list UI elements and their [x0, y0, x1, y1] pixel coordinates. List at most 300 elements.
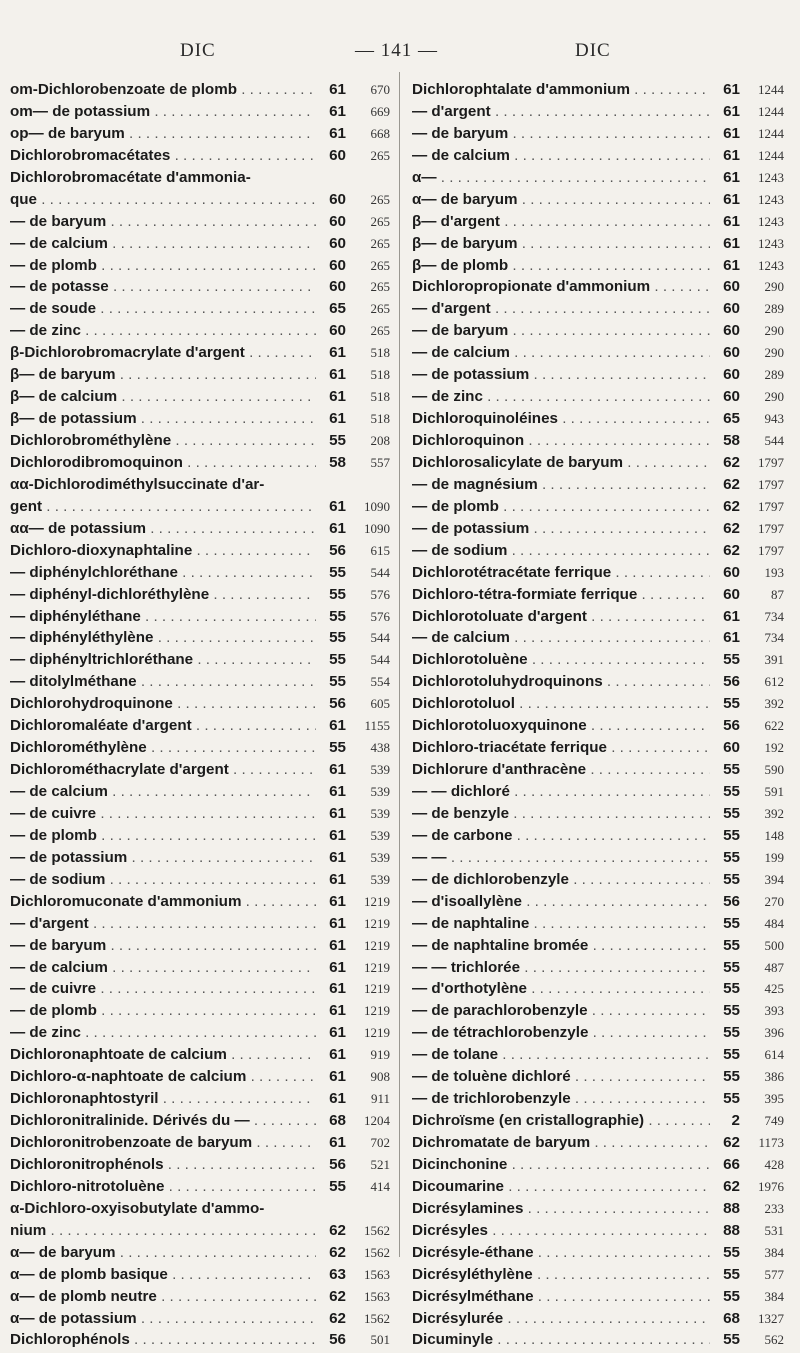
- entry-volume: 61: [723, 190, 740, 208]
- entry-volume: 60: [723, 563, 740, 581]
- entry-page: 518: [370, 411, 390, 427]
- entry-volume: 60: [329, 278, 346, 296]
- entry-page: 1797: [758, 454, 784, 470]
- entry-name: — de plomb . . .: [10, 827, 316, 844]
- index-entry: [10, 695, 390, 717]
- entry-name: — de potassium . . .: [412, 520, 710, 537]
- entry-name: — de calcium . . .: [10, 235, 316, 252]
- entry-name: Dicrésyle-éthane . . .: [412, 1244, 710, 1261]
- entry-name: Dicrésyles . . .: [412, 1222, 710, 1239]
- entry-volume: 56: [329, 1155, 346, 1173]
- entry-page: 1797: [758, 520, 784, 536]
- entry-volume: 62: [723, 1177, 740, 1195]
- entry-volume: 61: [329, 761, 346, 779]
- entry-volume: 58: [329, 453, 346, 471]
- entry-volume: 61: [329, 936, 346, 954]
- entry-page: 544: [370, 564, 390, 580]
- entry-name: β— d'argent . . .: [412, 213, 710, 230]
- entry-volume: 55: [723, 804, 740, 822]
- entry-page: 1155: [364, 718, 390, 734]
- index-entry: [10, 81, 390, 103]
- entry-volume: 61: [329, 783, 346, 800]
- entry-page: 554: [370, 674, 390, 690]
- entry-volume: 55: [723, 914, 740, 932]
- entry-name: — diphényléthylène . . .: [10, 629, 316, 646]
- index-entry: [412, 871, 784, 893]
- entry-page: 384: [764, 1288, 784, 1304]
- entry-volume: 60: [723, 300, 740, 318]
- entry-page: 911: [370, 1091, 390, 1107]
- entry-volume: 66: [723, 1155, 740, 1173]
- entry-page: 943: [764, 411, 784, 427]
- index-entry: [412, 191, 784, 213]
- entry-page: 290: [764, 323, 784, 339]
- entry-page: 919: [370, 1047, 390, 1063]
- entry-page: 562: [764, 1332, 784, 1348]
- index-entry: [10, 410, 390, 432]
- entry-volume: 56: [723, 717, 740, 735]
- index-entry: [10, 1156, 390, 1178]
- index-entry: [412, 1266, 784, 1288]
- index-entry: [10, 542, 390, 564]
- entry-volume: 61: [329, 366, 346, 384]
- index-entry: [412, 103, 784, 125]
- entry-page: 289: [764, 301, 784, 317]
- entry-name: — de sodium . . .: [412, 542, 710, 559]
- index-entry: [412, 586, 784, 608]
- entry-page: 1243: [758, 169, 784, 185]
- index-entry: [412, 81, 784, 103]
- index-entry: [412, 608, 784, 630]
- entry-volume: 61: [329, 1090, 346, 1108]
- entry-page: 208: [370, 433, 390, 448]
- entry-volume: 61: [329, 344, 346, 362]
- entry-page: 487: [764, 959, 784, 975]
- index-entry: [412, 498, 784, 520]
- entry-volume: 55: [723, 1068, 740, 1086]
- entry-volume: 62: [723, 475, 740, 493]
- entry-volume: 61: [329, 1134, 346, 1151]
- entry-page: 1219: [364, 893, 390, 909]
- index-entry: [412, 805, 784, 827]
- entry-volume: 61: [329, 980, 346, 998]
- entry-volume: 55: [329, 651, 346, 669]
- entry-name: — d'argent . . .: [10, 915, 316, 932]
- entry-page: 1563: [364, 1266, 390, 1282]
- index-entry: [412, 322, 784, 344]
- index-entry: [10, 169, 390, 191]
- entry-name: Dichloro-dioxynaphtaline . . .: [10, 542, 316, 559]
- index-entry: [412, 432, 784, 454]
- entry-name: Dicrésyléthylène . . .: [412, 1266, 710, 1283]
- entry-volume: 55: [329, 585, 346, 603]
- entry-volume: 88: [723, 1221, 740, 1239]
- entry-page: 428: [764, 1156, 784, 1172]
- index-entry: [10, 1002, 390, 1024]
- entry-volume: 61: [329, 826, 346, 844]
- entry-page: 290: [764, 279, 784, 295]
- index-entry: [10, 103, 390, 125]
- entry-page: 1173: [758, 1135, 784, 1150]
- entry-page: 612: [764, 674, 784, 690]
- entry-name: Dichlorure d'anthracène . . .: [412, 761, 710, 778]
- entry-name: Dichloroquinoléines . . .: [412, 410, 710, 427]
- entry-page: 289: [764, 367, 784, 383]
- entry-name: α-Dichloro-oxyisobutylate d'ammo-: [10, 1199, 265, 1217]
- entry-volume: 65: [329, 300, 346, 318]
- entry-page: 531: [764, 1222, 784, 1238]
- entry-name: — de plomb . . .: [10, 1002, 316, 1019]
- entry-name: — — trichlorée . . .: [412, 959, 710, 976]
- entry-name: Dichlorométhacrylate d'argent . . .: [10, 761, 316, 778]
- index-entry: [10, 1310, 390, 1332]
- entry-name: — de potassium . . .: [412, 366, 710, 383]
- entry-name: — de parachlorobenzyle . . .: [412, 1002, 710, 1019]
- entry-page: 414: [370, 1178, 390, 1194]
- entry-name: Dichlorotoluate d'argent . . .: [412, 608, 710, 625]
- entry-name: β— de baryum . . .: [10, 366, 316, 383]
- entry-name: Dichloroquinon . . .: [412, 432, 710, 449]
- entry-volume: 65: [723, 410, 740, 428]
- entry-page: 392: [764, 696, 784, 712]
- entry-name: Dichlorotétracétate ferrique . . .: [412, 564, 710, 581]
- entry-name: α— . . .: [412, 169, 710, 186]
- entry-name: Dichloromaléate d'argent . . .: [10, 717, 316, 734]
- index-entry: [10, 1266, 390, 1288]
- index-entry: [412, 739, 784, 761]
- index-entry: [412, 629, 784, 651]
- entry-volume: 61: [329, 410, 346, 428]
- entry-page: 395: [764, 1091, 784, 1107]
- entry-name: α— de baryum . . .: [10, 1244, 316, 1261]
- entry-name: Dicrésylurée . . .: [412, 1310, 710, 1327]
- index-entry: [10, 871, 390, 893]
- entry-volume: 61: [329, 870, 346, 888]
- entry-volume: 61: [723, 124, 740, 142]
- entry-volume: 60: [723, 366, 740, 384]
- entry-volume: 60: [329, 146, 346, 164]
- index-entry: [10, 257, 390, 279]
- entry-volume: 55: [329, 1177, 346, 1195]
- entry-page: 1219: [364, 1025, 390, 1041]
- entry-name: Dicinchonine . . .: [412, 1156, 710, 1173]
- entry-name: Dichlorotoluène . . .: [412, 651, 710, 668]
- entry-page: 539: [370, 827, 390, 843]
- entry-volume: 61: [723, 146, 740, 164]
- entry-volume: 55: [329, 563, 346, 581]
- entry-volume: 55: [329, 739, 346, 757]
- entry-volume: 61: [723, 81, 740, 98]
- running-head-right: DIC: [575, 40, 611, 61]
- index-entry: [412, 1024, 784, 1046]
- entry-page: 1562: [364, 1310, 390, 1326]
- index-entry: [10, 432, 390, 454]
- entry-volume: 55: [723, 980, 740, 998]
- index-entry: [412, 761, 784, 783]
- entry-volume: 61: [329, 497, 346, 515]
- entry-name: que . . .: [10, 191, 316, 208]
- entry-name: om-Dichlorobenzoate de plomb . . .: [10, 81, 316, 98]
- entry-volume: 55: [723, 958, 740, 976]
- index-entry: [412, 257, 784, 279]
- entry-volume: 62: [329, 1309, 346, 1327]
- index-entry: [412, 125, 784, 147]
- entry-volume: 55: [723, 1090, 740, 1108]
- index-entry: [10, 564, 390, 586]
- entry-page: 577: [764, 1266, 784, 1282]
- entry-page: 1797: [758, 476, 784, 492]
- entry-page: 270: [764, 893, 784, 909]
- index-entry: [10, 1200, 390, 1222]
- entry-name: Dichloropropionate d'ammonium . . .: [412, 278, 710, 295]
- entry-page: 290: [764, 389, 784, 405]
- entry-name: — diphénylchloréthane . . .: [10, 564, 316, 581]
- entry-name: Dichloronaphtostyril . . .: [10, 1090, 316, 1107]
- entry-volume: 60: [723, 585, 740, 603]
- index-entry: [10, 805, 390, 827]
- entry-volume: 55: [723, 695, 740, 713]
- index-entry: [10, 608, 390, 630]
- index-entry: [10, 827, 390, 849]
- index-entry: [10, 322, 390, 344]
- entry-name: Dichloro-nitrotoluène . . .: [10, 1178, 316, 1195]
- entry-page: 1244: [758, 125, 784, 141]
- entry-page: 1219: [364, 1003, 390, 1019]
- entry-name: — de calcium . . .: [412, 147, 710, 164]
- index-entry: [10, 388, 390, 410]
- index-entry: [10, 1024, 390, 1046]
- entry-volume: 61: [329, 848, 346, 866]
- index-entry: [412, 1331, 784, 1353]
- entry-name: Dichlorotoluhydroquinons . . .: [412, 673, 710, 690]
- entry-name: Dicoumarine . . .: [412, 1178, 710, 1195]
- index-entry: [10, 893, 390, 915]
- index-entry: [10, 300, 390, 322]
- entry-volume: 60: [723, 388, 740, 406]
- index-entry: [10, 235, 390, 257]
- index-entry: [412, 1090, 784, 1112]
- entry-page: 1243: [758, 213, 784, 229]
- entry-name: — diphényltrichloréthane . . .: [10, 651, 316, 668]
- entry-name: — de baryum . . .: [10, 213, 316, 230]
- entry-volume: 55: [723, 1265, 740, 1283]
- entry-page: 265: [370, 279, 390, 295]
- index-entry: [412, 1046, 784, 1068]
- entry-volume: 55: [723, 936, 740, 954]
- entry-volume: 61: [329, 519, 346, 537]
- entry-page: 1219: [364, 937, 390, 953]
- entry-volume: 60: [723, 322, 740, 340]
- entry-volume: 61: [723, 212, 740, 230]
- entry-page: 192: [764, 740, 784, 756]
- entry-page: 590: [764, 762, 784, 778]
- entry-page: 265: [370, 147, 390, 163]
- entry-page: 1976: [758, 1178, 784, 1194]
- entry-volume: 60: [329, 234, 346, 252]
- entry-volume: 68: [723, 1309, 740, 1327]
- entry-page: 734: [764, 608, 784, 624]
- entry-name: Dichloro-α-naphtoate de calcium . . .: [10, 1068, 316, 1085]
- entry-page: 734: [764, 630, 784, 646]
- entry-volume: 60: [723, 739, 740, 757]
- index-entry: [412, 147, 784, 169]
- entry-name: — de zinc . . .: [10, 1024, 316, 1041]
- entry-page: 148: [764, 827, 784, 843]
- index-entry: [412, 300, 784, 322]
- entry-volume: 55: [723, 848, 740, 866]
- entry-name: α— de plomb neutre . . .: [10, 1288, 316, 1305]
- entry-name: om— de potassium . . .: [10, 103, 316, 120]
- entry-volume: 61: [329, 124, 346, 142]
- entry-name: Dicuminyle . . .: [412, 1331, 710, 1348]
- entry-name: — de naphtaline . . .: [412, 915, 710, 932]
- entry-volume: 56: [329, 541, 346, 559]
- entry-volume: 61: [723, 629, 740, 647]
- entry-name: β— de plomb . . .: [412, 257, 710, 274]
- entry-page: 539: [370, 871, 390, 887]
- index-entry: [412, 1156, 784, 1178]
- entry-name: — de potasse . . .: [10, 278, 316, 295]
- entry-volume: 55: [329, 432, 346, 449]
- entry-page: 615: [370, 542, 390, 558]
- index-entry: [412, 410, 784, 432]
- entry-name: — de baryum . . .: [10, 937, 316, 954]
- entry-page: 670: [370, 82, 390, 97]
- entry-volume: 61: [329, 102, 346, 120]
- entry-volume: 56: [329, 695, 346, 713]
- index-entry: [412, 1068, 784, 1090]
- entry-volume: 62: [329, 1243, 346, 1261]
- index-entry: [412, 1112, 784, 1134]
- entry-page: 1243: [758, 257, 784, 273]
- index-entry: [10, 344, 390, 366]
- entry-volume: 61: [329, 1046, 346, 1064]
- entry-name: — de plomb . . .: [412, 498, 710, 515]
- page-number: — 141 —: [355, 40, 438, 61]
- entry-volume: 55: [723, 1002, 740, 1020]
- entry-page: 576: [370, 608, 390, 624]
- entry-name: Dichloro-triacétate ferrique . . .: [412, 739, 710, 756]
- index-entry: [10, 1288, 390, 1310]
- entry-name: β— de calcium . . .: [10, 388, 316, 405]
- entry-page: 1219: [364, 981, 390, 997]
- entry-volume: 61: [329, 717, 346, 735]
- entry-volume: 61: [723, 102, 740, 120]
- index-entry: [10, 629, 390, 651]
- entry-page: 614: [764, 1047, 784, 1063]
- entry-volume: 55: [329, 673, 346, 691]
- index-entry: [10, 498, 390, 520]
- entry-volume: 60: [329, 212, 346, 230]
- entry-volume: 62: [723, 1134, 740, 1151]
- index-entry: [10, 1244, 390, 1266]
- entry-volume: 60: [723, 344, 740, 362]
- entry-name: Dichlorodibromoquinon . . .: [10, 454, 316, 471]
- running-head-left: DIC: [180, 40, 216, 61]
- index-entry: [412, 344, 784, 366]
- entry-volume: 61: [329, 892, 346, 910]
- entry-name: — diphényl-dichloréthylène . . .: [10, 586, 316, 603]
- entry-page: 1243: [758, 191, 784, 207]
- entry-name: — de calcium . . .: [412, 344, 710, 361]
- entry-name: gent . . .: [10, 498, 316, 515]
- index-entry: [412, 717, 784, 739]
- index-entry: [412, 1310, 784, 1332]
- entry-page: 1797: [758, 498, 784, 514]
- entry-page: 605: [370, 696, 390, 712]
- entry-name: αα-Dichlorodiméthylsuccinate d'ar-: [10, 475, 265, 493]
- index-entry: [10, 1090, 390, 1112]
- entry-page: 438: [370, 740, 390, 756]
- entry-page: 265: [370, 191, 390, 207]
- entry-volume: 61: [329, 914, 346, 932]
- right-column: [412, 81, 784, 1353]
- index-entry: [412, 520, 784, 542]
- entry-page: 1090: [364, 520, 390, 536]
- left-column: [10, 81, 390, 1353]
- index-entry: [10, 915, 390, 937]
- entry-name: Dicrésylamines . . .: [412, 1200, 710, 1217]
- entry-volume: 55: [723, 761, 740, 779]
- index-entry: [10, 1068, 390, 1090]
- entry-volume: 62: [723, 453, 740, 471]
- entry-page: 391: [764, 652, 784, 668]
- entry-page: 392: [764, 805, 784, 821]
- entry-volume: 88: [723, 1199, 740, 1217]
- index-entry: [412, 673, 784, 695]
- entry-volume: 55: [723, 870, 740, 888]
- index-entry: [10, 125, 390, 147]
- entry-name: Dichlorotoluoxyquinone . . .: [412, 717, 710, 734]
- entry-name: Dichlorosalicylate de baryum . . .: [412, 454, 710, 471]
- index-entry: [412, 213, 784, 235]
- entry-page: 1244: [758, 147, 784, 163]
- entry-name: — de baryum . . .: [412, 125, 710, 142]
- entry-name: Dichroïsme (en cristallographie) . . .: [412, 1112, 710, 1129]
- entry-page: 265: [370, 323, 390, 339]
- index-entry: [412, 169, 784, 191]
- entry-name: Dichlorométhylène . . .: [10, 739, 316, 756]
- index-entry: [10, 1331, 390, 1353]
- entry-volume: 56: [723, 673, 740, 691]
- entry-name: — d'isoallylène . . .: [412, 893, 710, 910]
- entry-volume: 55: [723, 1243, 740, 1261]
- entry-name: Dichlorobromacétate d'ammonia-: [10, 168, 251, 186]
- index-entry: [10, 959, 390, 981]
- entry-name: Dichloronitrobenzoate de baryum . . .: [10, 1134, 316, 1151]
- entry-name: — de soude . . .: [10, 300, 316, 317]
- entry-volume: 61: [329, 1002, 346, 1020]
- entry-page: 668: [370, 125, 390, 141]
- index-entry: [10, 191, 390, 213]
- entry-name: — de calcium . . .: [10, 783, 316, 800]
- index-entry: [10, 586, 390, 608]
- entry-volume: 61: [329, 804, 346, 822]
- entry-name: nium . . .: [10, 1222, 316, 1239]
- entry-volume: 2: [731, 1112, 740, 1130]
- index-entry: [10, 937, 390, 959]
- index-entry: [412, 564, 784, 586]
- entry-volume: 55: [723, 826, 740, 844]
- entry-volume: 55: [723, 1024, 740, 1042]
- entry-name: — d'orthotylène . . .: [412, 980, 710, 997]
- entry-volume: 55: [723, 783, 740, 800]
- entry-page: 544: [764, 433, 784, 448]
- entry-page: 265: [370, 213, 390, 229]
- entry-page: 1219: [364, 915, 390, 931]
- entry-name: β-Dichlorobromacrylate d'argent . . .: [10, 344, 316, 361]
- entry-name: Dichloromuconate d'ammonium . . .: [10, 893, 316, 910]
